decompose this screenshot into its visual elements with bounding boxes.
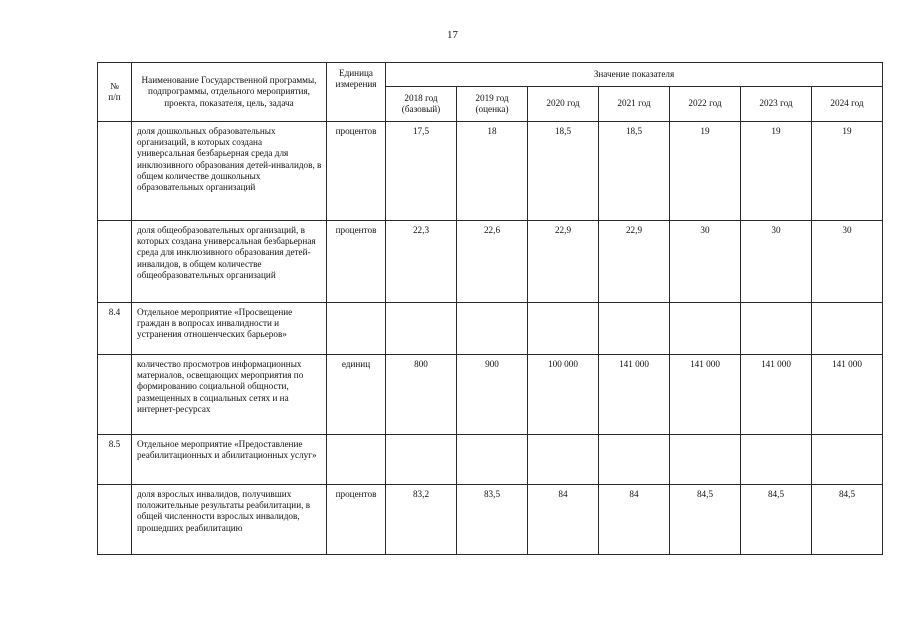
row-value (528, 303, 599, 355)
row-value: 84 (599, 485, 670, 555)
header-values-group: Значение показателя (386, 63, 883, 87)
row-value: 141 000 (741, 355, 812, 435)
row-value: 19 (741, 122, 812, 221)
row-value: 141 000 (599, 355, 670, 435)
row-value: 22,6 (457, 221, 528, 303)
row-value (599, 303, 670, 355)
row-value (386, 303, 457, 355)
row-unit: единиц (327, 355, 386, 435)
row-value (386, 435, 457, 485)
row-name: доля общеобразовательных организаций, в которых создана универсальная безбарьерная среда для инклюзивного образования детей-инвалидов, в общем количестве общеобразовательных организаций (132, 221, 327, 303)
row-value (457, 435, 528, 485)
row-value: 30 (741, 221, 812, 303)
header-unit: Единица измерения (327, 63, 386, 122)
row-value: 84 (528, 485, 599, 555)
row-value: 18,5 (528, 122, 599, 221)
row-number (98, 485, 132, 555)
row-value: 84,5 (741, 485, 812, 555)
row-value: 84,5 (812, 485, 883, 555)
header-num: № п/п (98, 63, 132, 122)
row-number (98, 221, 132, 303)
header-year: 2021 год (599, 87, 670, 122)
row-value: 22,9 (528, 221, 599, 303)
row-value (812, 435, 883, 485)
header-name: Наименование Государственной программы, подпрограммы, отдельного мероприятия, проекта, показателя, цель, задача (132, 63, 327, 122)
table-row (98, 355, 883, 435)
row-unit: процентов (327, 221, 386, 303)
row-unit (327, 303, 386, 355)
row-name: количество просмотров информационных материалов, освещающих мероприятия по формированию социальной общности, размещенных в социальных сетях и на интернет-ресурсах (132, 355, 327, 435)
row-value (812, 303, 883, 355)
row-value: 83,5 (457, 485, 528, 555)
header-year: 2020 год (528, 87, 599, 122)
row-number (98, 355, 132, 435)
row-value: 19 (670, 122, 741, 221)
row-value: 900 (457, 355, 528, 435)
header-year: 2023 год (741, 87, 812, 122)
row-name: доля взрослых инвалидов, получивших положительные результаты реабилитации, в общей численности взрослых инвалидов, прошедших реабилитацию (132, 485, 327, 555)
row-value (457, 303, 528, 355)
row-value: 100 000 (528, 355, 599, 435)
row-value: 18 (457, 122, 528, 221)
table-row (98, 221, 883, 303)
row-value: 800 (386, 355, 457, 435)
row-unit (327, 435, 386, 485)
header-year: 2019 год (оценка) (457, 87, 528, 122)
row-value: 18,5 (599, 122, 670, 221)
header-year: 2018 год (базовый) (386, 87, 457, 122)
table-row (98, 435, 883, 485)
row-value (599, 435, 670, 485)
row-value: 30 (812, 221, 883, 303)
row-value: 22,9 (599, 221, 670, 303)
row-value (741, 435, 812, 485)
row-name: Отдельное мероприятие «Предоставление реабилитационных и абилитационных услуг» (132, 435, 327, 485)
table-row (98, 122, 883, 221)
header-year: 2022 год (670, 87, 741, 122)
indicator-table (97, 62, 883, 555)
row-number (98, 122, 132, 221)
row-value: 84,5 (670, 485, 741, 555)
page-number: 17 (447, 29, 458, 41)
row-value (670, 435, 741, 485)
table-row (98, 485, 883, 555)
row-unit: процентов (327, 122, 386, 221)
row-value (741, 303, 812, 355)
row-value: 30 (670, 221, 741, 303)
table-row (98, 303, 883, 355)
row-value (670, 303, 741, 355)
row-value (528, 435, 599, 485)
row-value: 141 000 (812, 355, 883, 435)
row-value: 83,2 (386, 485, 457, 555)
row-number: 8.5 (98, 435, 132, 485)
row-name: доля дошкольных образовательных организаций, в которых создана универсальная безбарьерная среда для инклюзивного образования детей-инвалидов, в общем количестве дошкольных образовательных организаций (132, 122, 327, 221)
row-value: 17,5 (386, 122, 457, 221)
row-name: Отдельное мероприятие «Просвещение граждан в вопросах инвалидности и устранения отношенческих барьеров» (132, 303, 327, 355)
row-value: 19 (812, 122, 883, 221)
row-value: 22,3 (386, 221, 457, 303)
header-year: 2024 год (812, 87, 883, 122)
row-unit: процентов (327, 485, 386, 555)
row-value: 141 000 (670, 355, 741, 435)
row-number: 8.4 (98, 303, 132, 355)
